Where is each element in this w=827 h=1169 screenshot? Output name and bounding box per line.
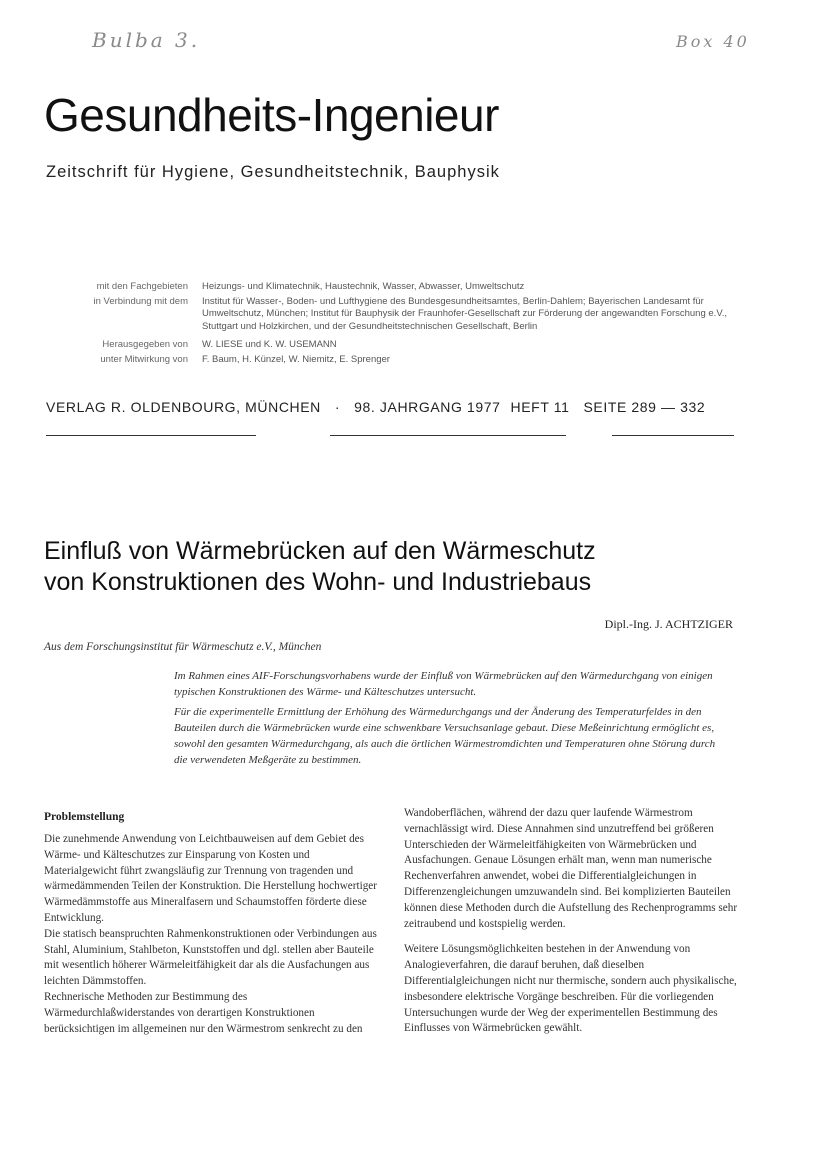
section-heading: Problemstellung xyxy=(44,811,125,823)
meta-row-partners xyxy=(70,296,750,334)
abstract-paragraph: Im Rahmen eines AIF-Forschungsvorhabens wurde der Einfluß von Wärmebrücken auf den Wärmedurchgang von einigen typischen Konstruktionen des Wärme- und Kälteschutzes untersucht. xyxy=(174,670,713,698)
abstract xyxy=(174,668,726,772)
handwritten-note-left: Bulba 3. xyxy=(92,28,201,52)
meta-key: unter Mitwirkung von xyxy=(100,353,188,365)
meta-value: Institut für Wasser-, Boden- und Lufthygiene des Bundesgesundheitsamtes, Berlin-Dahlem; Bayerischen Landesamt für Umweltschutz, München; Institut für Bauphysik der Fraunhofer-Gesellschaft zur Förderung der angewandten Forschung e.V., Stuttgart und Holzkirchen, und der Gesundheitstechnischen Gesellschaft, Berlin xyxy=(202,295,728,332)
journal-subtitle: Zeitschrift für Hygiene, Gesundheitstechnik, Bauphysik xyxy=(46,163,500,181)
journal-title: Gesundheits-Ingenieur xyxy=(44,89,499,141)
divider-rule xyxy=(330,435,566,436)
meta-value: Heizungs- und Klimatechnik, Haustechnik, Wasser, Abwasser, Umweltschutz xyxy=(202,281,525,292)
meta-row-editors xyxy=(70,339,750,352)
meta-key: in Verbindung mit dem xyxy=(93,295,188,307)
publisher-name: VERLAG R. OLDENBOURG, MÜNCHEN xyxy=(46,399,321,415)
volume-year: 98. JAHRGANG 1977 xyxy=(354,399,501,415)
body-paragraph: Die statisch beanspruchten Rahmenkonstruktionen oder Verbindungen aus Stahl, Aluminium, Stahlbeton, Kunststoffen und dgl. stellen aber Bauteile mit wesentlich höherer Wärmeleitfähigkeit dar als die Ausfachungen aus leichten Dämmstoffen. xyxy=(44,927,377,988)
meta-row-contributors xyxy=(70,354,750,367)
publisher-line xyxy=(46,399,746,415)
article-title-line: von Konstruktionen des Wohn- und Industriebaus xyxy=(44,568,592,596)
divider-rule xyxy=(46,435,256,436)
publisher-separator: · xyxy=(334,399,341,415)
meta-key: Herausgegeben von xyxy=(102,339,188,350)
masthead-metadata xyxy=(70,281,750,368)
issue-number: HEFT 11 xyxy=(510,399,570,415)
body-paragraph: Wandoberflächen, während der dazu quer laufende Wärmestrom vernachlässigt wird. Diese Annahmen sind unzutreffend bei größeren Unterschieden der Wärmeleitfähigkeiten von Wärmebrücken und Ausfachungen. Genaue Lösungen erhält man, wenn man numerische Rechenverfahren anwendet, wobei die Differentialgleichungen in Differenzengleichungen umzuwandeln sind. Bei komplizierten Bauteilen können diese Methoden durch die Aufstellung des Rechenprogramms sehr zeitraubend und kostspielig werden. xyxy=(404,807,738,930)
meta-value: W. LIESE und K. W. USEMANN xyxy=(202,339,337,350)
meta-value: F. Baum, H. Künzel, W. Niemitz, E. Sprenger xyxy=(202,353,390,365)
meta-row-fields xyxy=(70,281,750,294)
article-title-line: Einfluß von Wärmebrücken auf den Wärmeschutz xyxy=(44,537,596,565)
page-range: SEITE 289 — 332 xyxy=(583,399,706,415)
body-paragraph: Die zunehmende Anwendung von Leichtbauweisen auf dem Gebiet des Wärme- und Kälteschutzes zur Einsparung von Kosten und Materialgewicht führt zwangsläufig zur Trennung von tragenden und wärmedämmenden Teilen der Konstruktion. Die Herstellung hochwertiger Wärmedämmstoffe aus Mineralfasern und Schaumstoffen förderte diese Entwicklung. xyxy=(44,833,377,924)
abstract-paragraph: Für die experimentelle Ermittlung der Erhöhung des Wärmedurchgangs und der Änderung des Temperaturfeldes in den Bauteilen durch die Wärmebrücken wurde eine schwenkbare Versuchsanlage gebaut. Diese Meßeinrichtung ermöglicht es, sowohl den gesamten Wärmedurchgang, als auch die örtlichen Wärmestromdichten und Temperaturen ohne Störung durch die verwendeten Meßgeräte zu bestimmen. xyxy=(174,706,716,766)
body-paragraph: Weitere Lösungsmöglichkeiten bestehen in der Anwendung von Analogieverfahren, die darauf beruhen, daß dieselben Differentialgleichungen nicht nur thermische, sondern auch physikalische, insbesondere elektrische Vorgänge beschreiben. Für die vorliegenden Untersuchungen wurde der Weg der experimentellen Bestimmung des Einflusses von Wärmebrücken gewählt. xyxy=(404,943,737,1035)
handwritten-note-right: Box 40 xyxy=(676,32,750,51)
body-column-right xyxy=(404,806,738,1037)
author-name: Dipl.-Ing. J. ACHTZIGER xyxy=(604,617,733,631)
author-institute: Aus dem Forschungsinstitut für Wärmeschutz e.V., München xyxy=(44,641,322,653)
meta-key: mit den Fachgebieten xyxy=(96,281,188,292)
body-paragraph: Rechnerische Methoden zur Bestimmung des Wärmedurchlaßwiderstandes von derartigen Konstruktionen berücksichtigen im allgemeinen nur den Wärmestrom senkrecht zu den xyxy=(44,990,363,1035)
divider-rule xyxy=(612,435,734,436)
article-title xyxy=(44,536,596,598)
body-column-left xyxy=(44,832,378,1037)
